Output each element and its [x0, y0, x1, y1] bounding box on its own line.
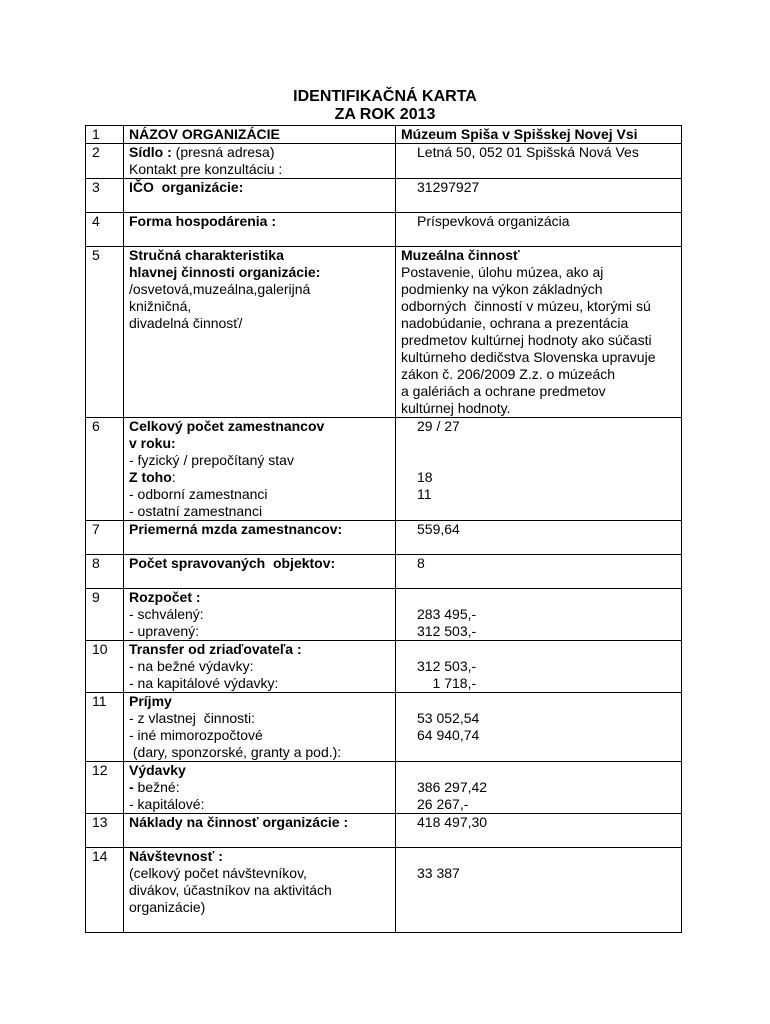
row-number: 3 — [86, 179, 124, 213]
label-line: - na bežné výdavky: — [129, 658, 254, 674]
label-line: Stručná charakteristika — [129, 247, 284, 263]
row-value — [396, 521, 682, 555]
value-line: 1 718,- — [417, 675, 477, 691]
row-value — [396, 418, 682, 521]
value-line — [417, 762, 681, 779]
document-title: IDENTIFIKAČNÁ KARTA — [293, 88, 477, 105]
label-line: - odborní zamestnanci — [129, 486, 268, 502]
value-line — [417, 848, 681, 865]
label-line: Výdavky — [129, 762, 186, 778]
value-line: 386 297,42 — [417, 779, 488, 795]
label-line: organizácie) — [129, 899, 206, 915]
label-line: - iné mimorozpočtové — [129, 727, 263, 743]
value-line: podmienky na výkon základných — [401, 281, 603, 297]
table-row — [86, 144, 682, 179]
value-line: 53 052,54 — [417, 710, 480, 726]
row-label — [124, 247, 396, 418]
row-number: 7 — [86, 521, 124, 555]
label-line: Rozpočet : — [129, 589, 201, 605]
table-row — [86, 693, 682, 762]
row-label — [124, 814, 396, 848]
value-line: nadobúdanie, ochrana a prezentácia — [401, 315, 629, 331]
label-line: Celkový počet zamestnancov — [129, 418, 325, 434]
row-label — [124, 126, 396, 144]
table-row — [86, 126, 682, 144]
table-row — [86, 762, 682, 814]
row-number: 2 — [86, 144, 124, 179]
label-line: NÁZOV ORGANIZÁCIE — [129, 126, 280, 142]
value-line: a galériách a ochrane predmetov — [401, 383, 606, 399]
table-row — [86, 179, 682, 213]
row-value — [396, 762, 682, 814]
row-value — [396, 126, 682, 144]
label-line: - fyzický / prepočítaný stav — [129, 452, 294, 468]
label-line: Z toho: — [129, 469, 176, 485]
value-line — [417, 435, 681, 452]
row-value — [396, 641, 682, 693]
row-value — [396, 247, 682, 418]
value-line: odborných činností v múzeu, ktorými sú — [401, 298, 651, 314]
value-line — [417, 641, 681, 658]
value-line — [417, 589, 681, 606]
row-number: 11 — [86, 693, 124, 762]
value-line: 418 497,30 — [417, 814, 488, 830]
table-row — [86, 247, 682, 418]
document-subtitle: ZA ROK 2013 — [334, 106, 436, 123]
label-line: - bežné: — [129, 779, 180, 795]
row-label — [124, 762, 396, 814]
label-line: - na kapitálové výdavky: — [129, 675, 279, 691]
row-label — [124, 693, 396, 762]
value-line: 283 495,- — [417, 606, 477, 622]
label-line: Sídlo : (presná adresa) — [129, 144, 275, 160]
table-row — [86, 213, 682, 247]
label-line: Forma hospodárenia : — [129, 213, 277, 229]
row-number: 12 — [86, 762, 124, 814]
value-line: 11 — [417, 486, 432, 502]
row-value — [396, 144, 682, 179]
label-line: (dary, sponzorské, granty a pod.): — [129, 744, 342, 760]
value-line: Múzeum Spiša v Spišskej Novej Vsi — [401, 126, 638, 142]
row-value — [396, 589, 682, 641]
table-row — [86, 814, 682, 848]
value-line: zákon č. 206/2009 Z.z. o múzeách — [401, 366, 616, 382]
value-line: 29 / 27 — [417, 418, 460, 434]
table-row — [86, 418, 682, 521]
row-label — [124, 641, 396, 693]
label-line: Príjmy — [129, 693, 172, 709]
value-line — [417, 693, 681, 710]
value-line: 312 503,- — [417, 623, 477, 639]
label-line: Náklady na činnosť organizácie : — [129, 814, 349, 830]
row-number: 13 — [86, 814, 124, 848]
row-value — [396, 179, 682, 213]
value-line: Letná 50, 052 01 Spišská Nová Ves — [417, 144, 639, 160]
row-number: 10 — [86, 641, 124, 693]
value-line: Postavenie, úlohu múzea, ako aj — [401, 264, 604, 280]
row-value — [396, 693, 682, 762]
label-line: Počet spravovaných objektov: — [129, 555, 336, 571]
label-line: - schválený: — [129, 606, 204, 622]
label-line: divadelná činnosť/ — [129, 315, 243, 331]
value-line: predmetov kultúrnej hodnoty ako súčasti — [401, 332, 652, 348]
value-line: kultúrneho dedičstva Slovenska upravuje — [401, 349, 656, 365]
value-line: Muzeálna činnosť — [401, 247, 520, 263]
row-number: 8 — [86, 555, 124, 589]
row-number: 5 — [86, 247, 124, 418]
row-label — [124, 144, 396, 179]
label-line: /osvetová,muzeálna,galerijná — [129, 281, 311, 297]
row-label — [124, 555, 396, 589]
value-line: 312 503,- — [417, 658, 477, 674]
value-line: 559,64 — [417, 521, 460, 537]
label-line: hlavnej činnosti organizácie: — [129, 264, 321, 280]
table-row — [86, 521, 682, 555]
row-value — [396, 555, 682, 589]
row-value — [396, 848, 682, 933]
label-line: - upravený: — [129, 623, 200, 639]
value-line: 33 387 — [417, 865, 460, 881]
label-line: Kontakt pre konzultáciu : — [129, 161, 283, 177]
value-line: kultúrnej hodnoty. — [401, 400, 511, 416]
row-label — [124, 418, 396, 521]
value-line: 18 — [417, 469, 433, 485]
row-label — [124, 213, 396, 247]
label-line: Transfer od zriaďovateľa : — [129, 641, 302, 657]
label-line: IČO organizácie: — [129, 179, 244, 195]
row-label — [124, 521, 396, 555]
label-line: (celkový počet návštevníkov, — [129, 865, 307, 881]
label-line: - kapitálové: — [129, 796, 205, 812]
row-label — [124, 848, 396, 933]
row-number: 4 — [86, 213, 124, 247]
table-row — [86, 641, 682, 693]
row-number: 1 — [86, 126, 124, 144]
row-number: 14 — [86, 848, 124, 933]
label-line: v roku: — [129, 435, 176, 451]
row-number: 9 — [86, 589, 124, 641]
value-line: 31297927 — [417, 179, 480, 195]
row-label — [124, 589, 396, 641]
value-line: Príspevková organizácia — [417, 213, 570, 229]
value-line: 64 940,74 — [417, 727, 480, 743]
value-line — [417, 452, 681, 469]
label-line: divákov, účastníkov na aktivitách — [129, 882, 332, 898]
value-line: 8 — [417, 555, 425, 571]
table-row — [86, 589, 682, 641]
row-value — [396, 814, 682, 848]
table-row — [86, 555, 682, 589]
label-line: - z vlastnej činnosti: — [129, 710, 256, 726]
row-label — [124, 179, 396, 213]
table-row — [86, 848, 682, 933]
row-value — [396, 213, 682, 247]
value-line: 26 267,- — [417, 796, 469, 812]
label-line: - ostatní zamestnanci — [129, 503, 263, 519]
identification-table — [85, 125, 682, 933]
row-number: 6 — [86, 418, 124, 521]
label-line: Priemerná mzda zamestnancov: — [129, 521, 343, 537]
label-line: knižničná, — [129, 298, 192, 314]
label-line: Návštevnosť : — [129, 848, 223, 864]
